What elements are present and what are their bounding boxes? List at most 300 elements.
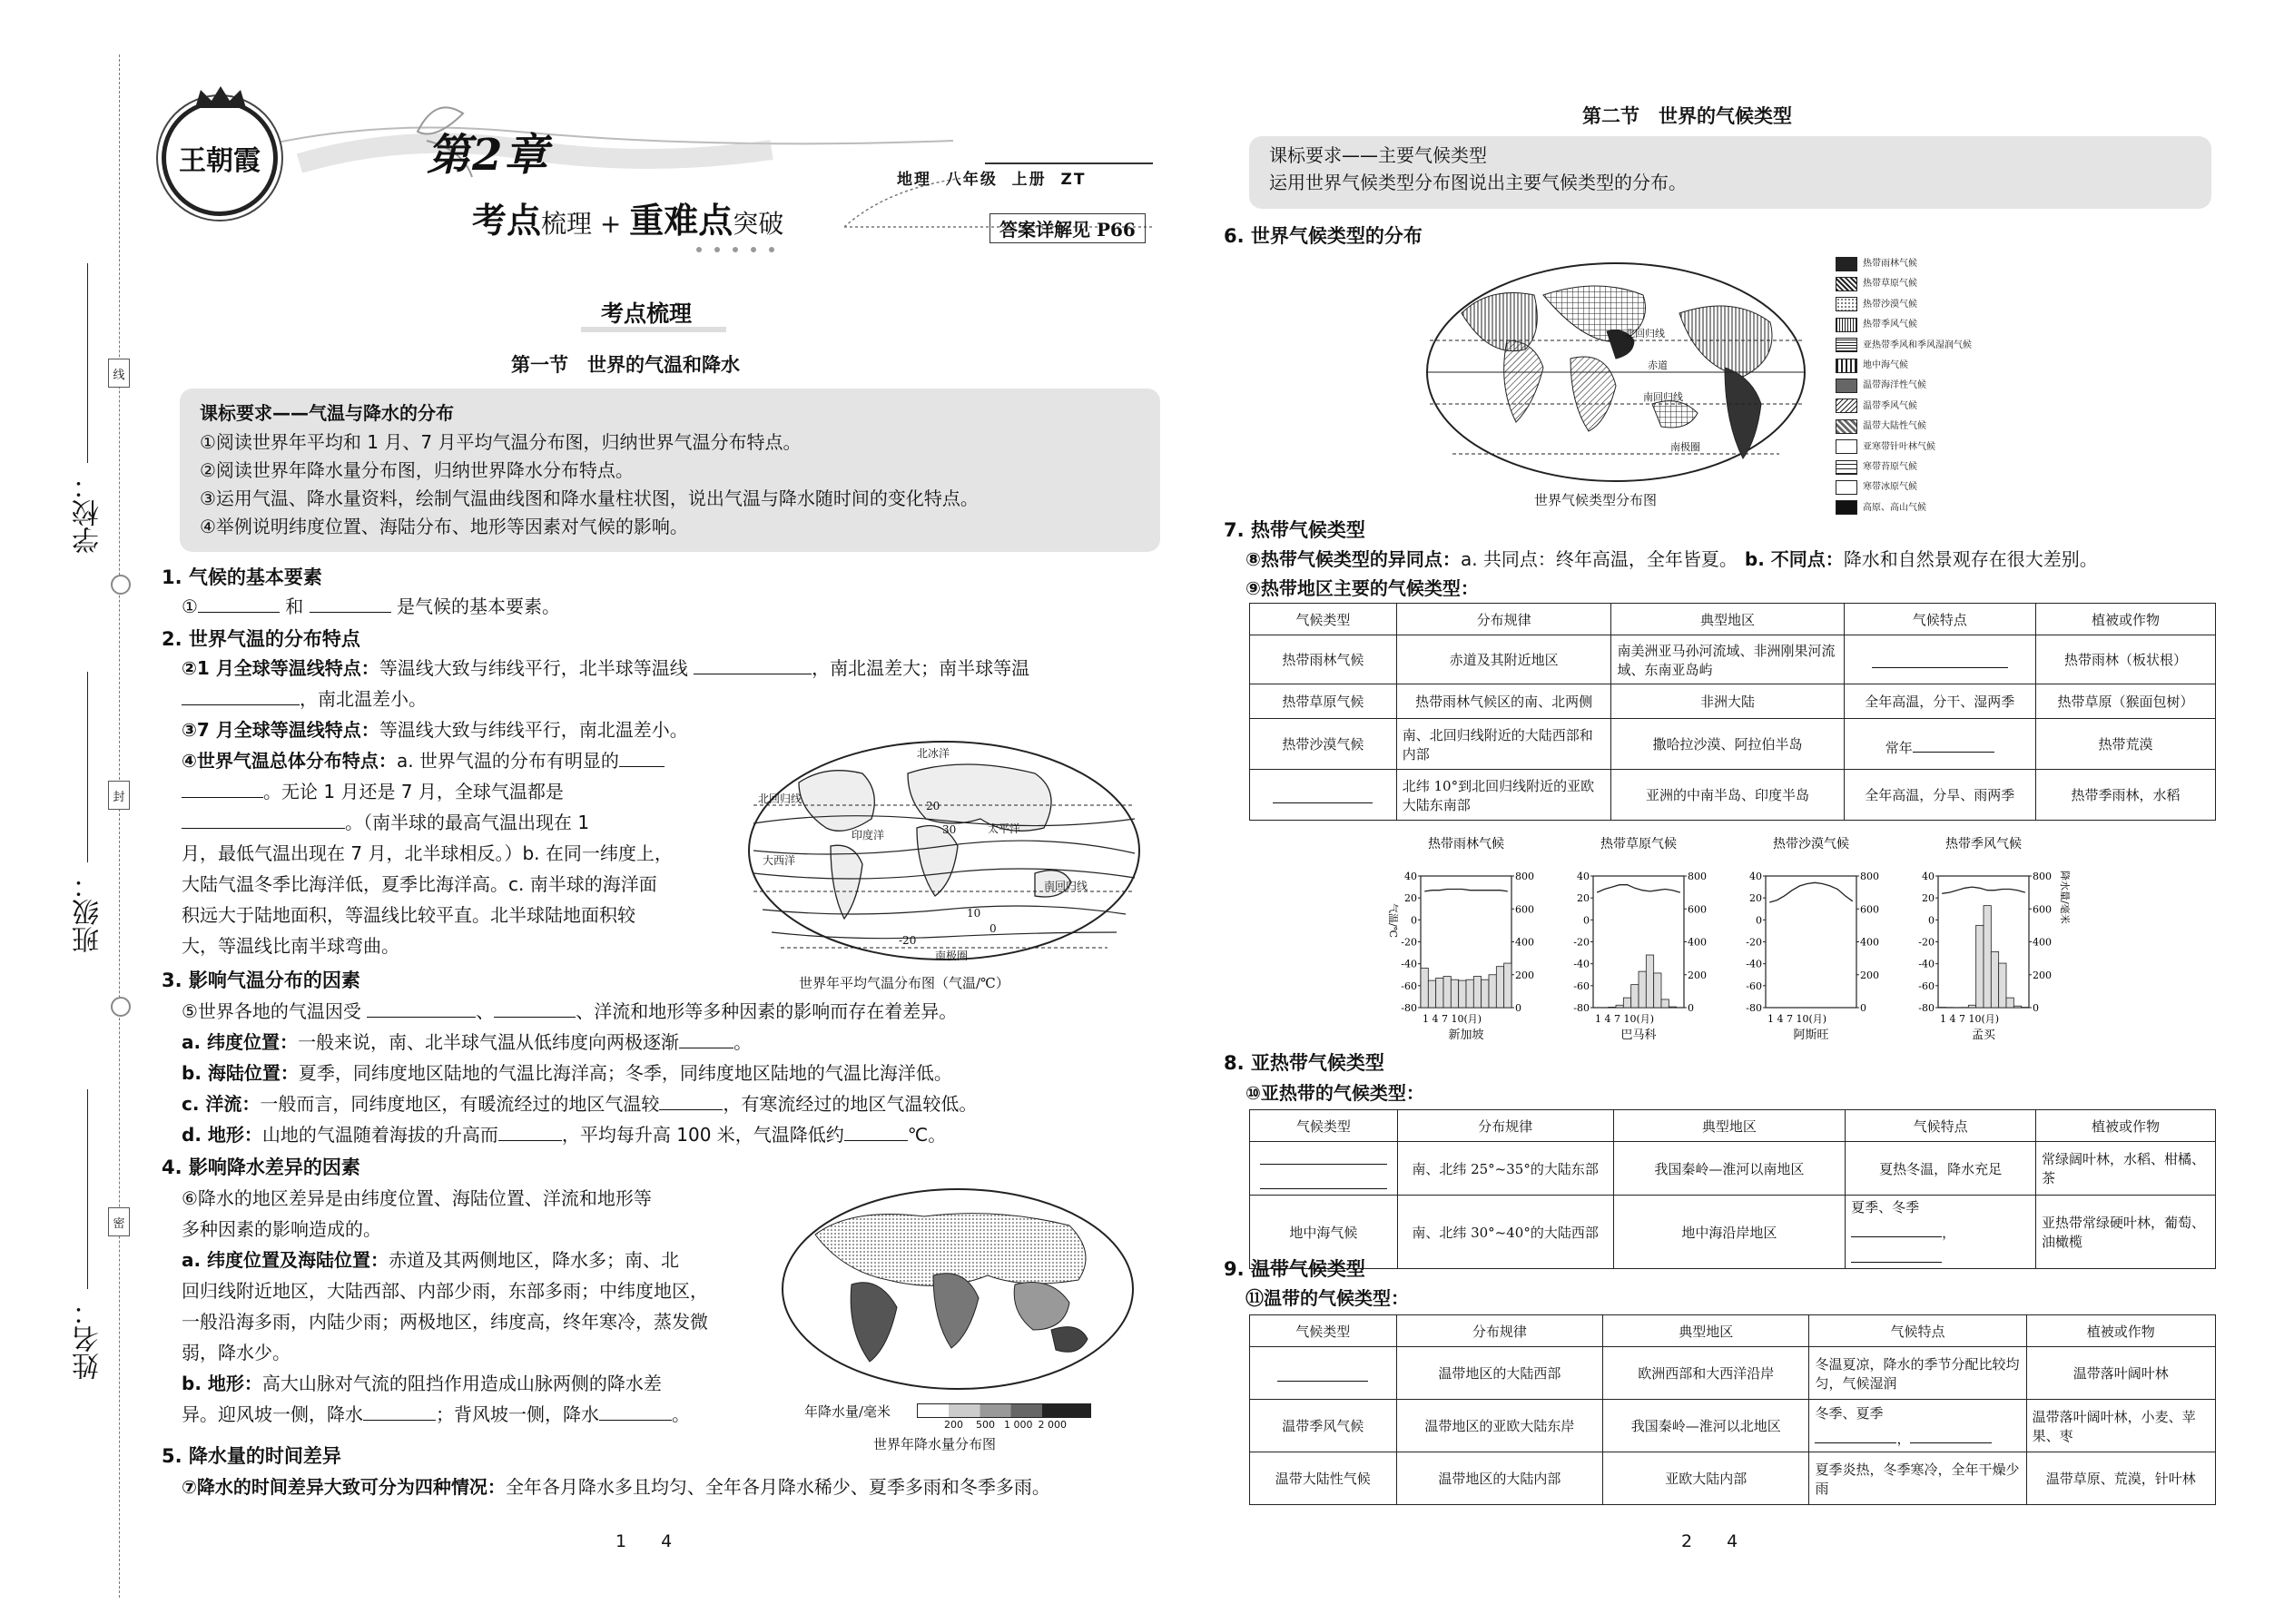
table-row <box>1250 635 2216 684</box>
table-cell: 非洲大陆 <box>1611 684 1844 719</box>
table-header: 分布规律 <box>1397 1110 1613 1142</box>
table-cell: 地中海沿岸地区 <box>1613 1196 1846 1269</box>
table-cell: 全年高温，分旱、雨两季 <box>1844 770 2035 821</box>
q7-line: ⑧热带气候类型的异同点：a. 共同点：终年高温，全年皆夏。 b. 不同点：降水和自然景观存在很大差别。 <box>1245 548 2098 570</box>
table-cell: 热带草原（猴面包树） <box>2035 684 2215 719</box>
precipitation-bar <box>1473 977 1481 1008</box>
q2-line: ③7 月全球等温线特点：等温线大致与纬线平行，南北温差小。 <box>182 719 688 741</box>
precipitation-bar <box>1968 1005 1975 1008</box>
chart-tick-label: 200 <box>1688 969 1707 981</box>
binding-mark-seal: 封 <box>108 781 130 810</box>
q4-line: 回归线附近地区，大陆西部、内部少雨，东部多雨；中纬度地区， <box>182 1280 708 1302</box>
answer-blank[interactable] <box>1913 732 1994 753</box>
chart-y-axis-label: 气温/℃ <box>1387 903 1399 939</box>
precipitation-bar <box>1631 985 1639 1008</box>
q5-title: 5. 降水量的时间差异 <box>162 1445 341 1467</box>
header-subtitle: 考点梳理 + 重难点突破 <box>472 200 784 241</box>
chart-tick-label: -60 <box>1401 979 1417 992</box>
chart-tick-label: -80 <box>1746 1002 1762 1014</box>
legend-item: 热带草原气候 <box>1836 274 2017 294</box>
temperature-map-caption: 世界年平均气温分布图（气温/℃） <box>799 975 1009 991</box>
class-field-label: 班级： <box>73 871 104 953</box>
chart-title: 热带草原气候 <box>1600 837 1677 851</box>
class-field-line[interactable] <box>87 672 88 862</box>
precipitation-bar <box>1984 906 1991 1008</box>
climate-charts <box>1380 835 2070 1062</box>
chart-tick-label: -60 <box>1573 979 1590 992</box>
table-header: 分布规律 <box>1396 604 1611 635</box>
table-cell: 温带地区的大陆西部 <box>1396 1347 1602 1400</box>
chart-tick-label: -60 <box>1746 979 1762 992</box>
crown-icon <box>193 84 248 110</box>
chart-tick-label: -20 <box>1918 936 1935 949</box>
precipitation-bar <box>1459 980 1466 1008</box>
q2-line: 积远大于陆地面积，等温线比较平直。北半球陆地面积较 <box>182 904 635 926</box>
table-cell: 南、北纬 30°~40°的大陆西部 <box>1397 1196 1613 1269</box>
name-field-label: 姓名： <box>73 1298 104 1380</box>
table-cell: 温带地区的亚欧大陆东岸 <box>1396 1400 1602 1452</box>
answer-blank[interactable] <box>679 1028 733 1048</box>
legend-item: 亚寒带针叶林气候 <box>1836 438 2017 458</box>
table-cell[interactable] <box>1844 635 2035 684</box>
table-header: 植被或作物 <box>2035 604 2215 635</box>
q2-line: ④世界气温总体分布特点：a. 世界气温的分布有明显的 <box>182 746 665 775</box>
curriculum-item: ②阅读世界年降水量分布图，归纳世界降水分布特点。 <box>200 459 634 481</box>
chart-city-label: 阿斯旺 <box>1793 1029 1829 1042</box>
punch-hole <box>111 997 131 1017</box>
climate-charts-figure <box>1380 835 2070 1062</box>
precipitation-bar <box>1654 973 1661 1008</box>
q2-line: 。无论 1 月还是 7 月，全球气温都是 <box>182 777 564 806</box>
q4-line: 多种因素的影响造成的。 <box>182 1218 381 1240</box>
chart-tick-label: 20 <box>1749 892 1762 905</box>
chart-tick-label: 0 <box>1860 1002 1866 1014</box>
name-field-line[interactable] <box>87 1089 88 1289</box>
chart-title: 热带沙漠气候 <box>1773 837 1849 851</box>
table-row <box>1250 1196 2216 1269</box>
chart-x-ticks: 1 4 7 10(月) <box>1595 1013 1655 1025</box>
q2-line: 大陆气温冬季比海洋低，夏季比海洋高。c. 南半球的海洋面 <box>182 873 657 895</box>
map-line-label: 南回归线 <box>1643 391 1683 403</box>
q5-line: ⑦降水的时间差异大致可分为四种情况：全年各月降水多且均匀、全年各月降水稀少、夏季多雨和冬季多雨。 <box>182 1476 1050 1498</box>
map-label: 10 <box>967 907 981 920</box>
table-row <box>1250 1400 2216 1452</box>
climate-legend <box>1836 254 2017 518</box>
legend-item: 温带季风气候 <box>1836 397 2017 417</box>
q2-line: 大，等温线比南半球弯曲。 <box>182 935 399 957</box>
q4-line: b. 地形：高大山脉对气流的阻挡作用造成山脉两侧的降水差 <box>182 1373 662 1394</box>
section-title: 考点梳理 <box>601 300 693 327</box>
q6-title: 6. 世界气候类型的分布 <box>1224 225 1423 247</box>
subtropical-climate-table <box>1249 1109 2216 1269</box>
precipitation-legend-ticks: 200 500 1 000 2 000 <box>944 1419 1067 1431</box>
map-label: 大西洋 <box>763 854 796 867</box>
precipitation-bar <box>1451 979 1458 1008</box>
chart-y2-axis-label: 降水量/毫米 <box>2059 871 2070 924</box>
chart-tick-label: 40 <box>1749 871 1762 882</box>
precipitation-map-figure <box>779 1185 1137 1393</box>
map-label: 南回归线 <box>1044 880 1088 892</box>
precipitation-map-caption: 世界年降水量分布图 <box>873 1436 997 1452</box>
chart-tick-label: 400 <box>1860 936 1879 949</box>
table-header: 气候类型 <box>1250 1110 1398 1142</box>
q1-line: ① 和 是气候的基本要素。 <box>182 592 560 621</box>
table-cell: 热带草原气候 <box>1250 684 1397 719</box>
chapter-title: 第2章 <box>427 130 550 181</box>
chart-tick-label: -40 <box>1401 958 1417 970</box>
q4-title: 4. 影响降水差异的因素 <box>162 1156 360 1178</box>
chart-tick-label: 0 <box>1583 914 1590 927</box>
chart-tick-label: 0 <box>1928 914 1935 927</box>
answer-blank[interactable] <box>494 997 576 1018</box>
temperature-line <box>1597 885 1680 892</box>
answer-blank[interactable] <box>659 1089 723 1110</box>
map-label: 0 <box>989 922 997 935</box>
chart-tick-label: 800 <box>2033 871 2052 882</box>
chart-tick-label: 200 <box>2033 969 2052 981</box>
chart-tick-label: 800 <box>1515 871 1534 882</box>
right-curriculum-box <box>1249 136 2211 209</box>
legend-item: 寒带冰原气候 <box>1836 477 2017 497</box>
table-cell: 全年高温，分干、湿两季 <box>1844 684 2035 719</box>
map-label: 南极圈 <box>935 950 969 962</box>
page-number-right: 2 4 <box>1681 1531 1738 1551</box>
answer-blank[interactable] <box>363 1400 436 1421</box>
table-cell: 我国秦岭—淮河以北地区 <box>1603 1400 1809 1452</box>
precipitation-map <box>779 1185 1137 1393</box>
temperature-map <box>744 737 1144 964</box>
table-cell: 亚欧大陆内部 <box>1603 1452 1809 1505</box>
right-subsection-title: 第二节 世界的气候类型 <box>1582 105 1792 127</box>
precipitation-bar <box>1436 978 1443 1008</box>
book-meta: 地理 八年级 上册 ZT <box>897 171 1087 189</box>
chart-tick-label: 20 <box>1922 892 1935 905</box>
answer-blank[interactable] <box>182 808 345 829</box>
chart-tick-label: 0 <box>1756 914 1762 927</box>
map-line-label: 赤道 <box>1648 359 1668 371</box>
answer-blank[interactable] <box>182 684 300 705</box>
answer-blank[interactable] <box>1872 647 2008 668</box>
curriculum-box <box>180 389 1160 552</box>
table-cell: 温带草原、荒漠，针叶林 <box>2026 1452 2215 1505</box>
answer-blank[interactable] <box>182 777 263 798</box>
chart-tick-label: 600 <box>1860 903 1879 916</box>
legend-item: 热带季风气候 <box>1836 315 2017 335</box>
precipitation-bar <box>1976 925 1984 1008</box>
temperature-map-figure <box>744 737 1144 964</box>
school-field-line[interactable] <box>87 263 88 463</box>
precipitation-bar <box>1669 1007 1676 1008</box>
precipitation-bar <box>1496 967 1503 1008</box>
binding-mark-line: 线 <box>108 359 130 388</box>
chart-tick-label: 400 <box>1515 936 1534 949</box>
table-header: 典型地区 <box>1611 604 1844 635</box>
q3-line: a. 纬度位置：一般来说，南、北半球气温从低纬度向两极逐渐 。 <box>182 1028 752 1057</box>
answer-blank[interactable] <box>1815 1422 1896 1443</box>
chart-x-ticks: 1 4 7 10(月) <box>1423 1013 1482 1025</box>
chart-tick-label: -40 <box>1573 958 1590 970</box>
table-cell: 热带雨林气候 <box>1250 635 1397 684</box>
q7-title: 7. 热带气候类型 <box>1224 519 1365 541</box>
chart-city-label: 孟买 <box>1971 1029 1996 1042</box>
chart-tick-label: 600 <box>1688 903 1707 916</box>
q1-title: 1. 气候的基本要素 <box>162 566 322 588</box>
q3-line: d. 地形：山地的气温随着海拔的升高而 ，平均每升高 100 米，气温降低约 ℃。 <box>182 1120 946 1149</box>
map-label: 印度洋 <box>852 829 885 842</box>
answer-blank[interactable] <box>310 592 391 613</box>
precipitation-bar <box>1639 971 1646 1008</box>
curriculum-item: ①阅读世界年平均和 1 月、7 月平均气温分布图，归纳世界气温分布特点。 <box>200 431 802 453</box>
legend-item: 亚热带季风和季风湿润气候 <box>1836 336 2017 356</box>
binding-line <box>119 54 120 1598</box>
legend-item: 热带雨林气候 <box>1836 254 2017 274</box>
chart-tick-label: 40 <box>1577 871 1590 882</box>
table-cell: 温带大陆性气候 <box>1250 1452 1397 1505</box>
table-cell: 温带落叶阔叶林 <box>2026 1347 2215 1400</box>
table-cell: 夏季炎热，冬季寒冷，全年干燥少雨 <box>1809 1452 2026 1505</box>
precipitation-bar <box>1443 977 1451 1008</box>
chart-city-label: 巴马科 <box>1620 1029 1657 1042</box>
q2-line: ，南北温差小。 <box>182 684 427 714</box>
answer-blank[interactable] <box>1260 1144 1387 1165</box>
precipitation-bar <box>1616 1005 1623 1008</box>
table-cell[interactable]: 夏季、冬季 ， <box>1846 1196 2036 1269</box>
chart-tick-label: 600 <box>2033 903 2052 916</box>
answer-reference: 答案详解见 P66 <box>989 213 1146 243</box>
answer-blank[interactable] <box>1277 1361 1368 1382</box>
chart-tick-label: 0 <box>1411 914 1417 927</box>
table-cell: 南美洲亚马孙河流域、非洲刚果河流域、东南亚岛屿 <box>1611 635 1844 684</box>
answer-blank[interactable] <box>198 592 280 613</box>
table-cell: 亚热带常绿硬叶林，葡萄、油橄榄 <box>2036 1196 2216 1269</box>
curriculum-item: ④举例说明纬度位置、海陆分布、地形等因素对气候的影响。 <box>200 516 688 537</box>
binding-mark-secret: 密 <box>108 1207 130 1236</box>
q8-title: 8. 亚热带气候类型 <box>1224 1052 1384 1074</box>
answer-blank[interactable] <box>498 1120 562 1141</box>
climate-map-caption: 世界气候类型分布图 <box>1534 492 1658 508</box>
temperate-climate-table <box>1249 1314 2216 1505</box>
chart-tick-label: 400 <box>2033 936 2052 949</box>
chart-tick-label: 400 <box>1688 936 1707 949</box>
map-label: -20 <box>899 934 917 947</box>
chart-tick-label: 600 <box>1515 903 1534 916</box>
chart-tick-label: -20 <box>1573 936 1590 949</box>
chart-frame <box>1766 876 1856 1008</box>
q9-title: 9. 温带气候类型 <box>1224 1258 1365 1280</box>
precipitation-bar <box>1504 963 1511 1008</box>
tropical-climate-table <box>1249 603 2216 821</box>
table-cell[interactable]: 冬季、夏季 ， <box>1809 1400 2026 1452</box>
q2-line: 。（南半球的最高气温出现在 1 <box>182 808 589 837</box>
school-field-label: 学校： <box>73 472 104 554</box>
precipitation-bar <box>2006 998 2013 1008</box>
precipitation-bar <box>1991 951 1998 1008</box>
q4-line: 一般沿海多雨，内陆少雨；两极地区，纬度高，终年寒冷，蒸发微 <box>182 1311 708 1333</box>
q3-line: b. 海陆位置：夏季，同纬度地区陆地的气温比海洋高；冬季，同纬度地区陆地的气温比海洋低。 <box>182 1062 952 1084</box>
brand-logo: 王朝霞 <box>162 100 278 216</box>
temperature-line <box>1424 890 1508 891</box>
table-cell[interactable] <box>1250 1142 1398 1196</box>
answer-blank[interactable] <box>367 997 476 1018</box>
map-label: 太平洋 <box>988 822 1021 835</box>
table-cell: 冬温夏凉，降水的季节分配比较均匀，气候湿润 <box>1809 1347 2026 1400</box>
table-row <box>1250 684 2216 719</box>
table-row <box>1250 719 2216 770</box>
table-header: 植被或作物 <box>2036 1110 2216 1142</box>
table-header: 典型地区 <box>1613 1110 1846 1142</box>
table-cell: 南、北回归线附近的大陆西部和内部 <box>1396 719 1611 770</box>
precipitation-bar <box>1609 1007 1616 1008</box>
precipitation-legend-title: 年降水量/毫米 <box>804 1403 891 1420</box>
map-label: 北冰洋 <box>917 747 950 760</box>
temperature-line <box>1942 887 2025 893</box>
precipitation-bar <box>1482 979 1489 1008</box>
table-cell: 热带雨林气候区的南、北两侧 <box>1396 684 1611 719</box>
answer-blank[interactable] <box>1851 1216 1942 1237</box>
table-cell[interactable]: 常年 <box>1844 719 2035 770</box>
table-header: 气候特点 <box>1844 604 2035 635</box>
precipitation-bar <box>1428 980 1435 1008</box>
legend-item: 温带大陆性气候 <box>1836 417 2017 437</box>
precipitation-bar <box>1466 979 1473 1008</box>
map-label: 20 <box>926 800 940 812</box>
table-header: 植被或作物 <box>2026 1315 2215 1347</box>
table-cell[interactable] <box>1250 1347 1397 1400</box>
precipitation-bar <box>2013 1006 2021 1008</box>
chart-tick-label: 40 <box>1922 871 1935 882</box>
q3-line: ⑤世界各地的气温因受 、 、洋流和地形等多种因素的影响而存在着差异。 <box>182 997 957 1026</box>
table-cell: 撒哈拉沙漠、阿拉伯半岛 <box>1611 719 1844 770</box>
table-cell: 南、北纬 25°~35°的大陆东部 <box>1397 1142 1613 1196</box>
q4-line: 异。迎风坡一侧，降水 ；背风坡一侧，降水 。 <box>182 1400 690 1429</box>
chart-tick-label: -80 <box>1401 1002 1417 1014</box>
chart-tick-label: -20 <box>1401 936 1417 949</box>
q7-line: ⑨热带地区主要的气候类型： <box>1245 577 1479 599</box>
table-cell: 温带落叶阔叶林，小麦、苹果、枣 <box>2026 1400 2215 1452</box>
legend-item: 温带海洋性气候 <box>1836 376 2017 396</box>
answer-blank[interactable] <box>619 746 665 767</box>
q9-line: ⑪温带的气候类型： <box>1245 1287 1409 1309</box>
q3-line: c. 洋流：一般而言，同纬度地区，有暖流经过的地区气温较 ，有寒流经过的地区气温较低。 <box>182 1089 977 1118</box>
precipitation-bar <box>1661 999 1669 1008</box>
table-cell: 热带沙漠气候 <box>1250 719 1397 770</box>
chart-tick-label: -40 <box>1746 958 1762 970</box>
precipitation-legend-bar <box>917 1403 1091 1418</box>
curriculum-item: 运用世界气候类型分布图说出主要气候类型的分布。 <box>1269 172 1687 193</box>
chart-tick-label: 0 <box>2033 1002 2039 1014</box>
table-cell: 温带季风气候 <box>1250 1400 1397 1452</box>
punch-hole <box>111 575 131 595</box>
table-cell: 地中海气候 <box>1250 1196 1398 1269</box>
table-cell: 赤道及其附近地区 <box>1396 635 1611 684</box>
answer-blank[interactable] <box>1910 1422 1992 1443</box>
chart-tick-label: 800 <box>1860 871 1879 882</box>
precipitation-bar <box>1489 975 1496 1008</box>
q4-line: a. 纬度位置及海陆位置：赤道及其两侧地区，降水多；南、北 <box>182 1249 680 1271</box>
table-cell: 我国秦岭—淮河以南地区 <box>1613 1142 1846 1196</box>
table-cell: 夏热冬温，降水充足 <box>1846 1142 2036 1196</box>
table-header: 气候类型 <box>1250 1315 1397 1347</box>
precipitation-bar <box>1646 955 1653 1008</box>
chart-tick-label: -40 <box>1918 958 1935 970</box>
table-cell: 热带季雨林，水稻 <box>2035 770 2215 821</box>
answer-blank[interactable] <box>599 1400 672 1421</box>
table-header: 气候类型 <box>1250 604 1397 635</box>
precipitation-bar <box>1623 998 1630 1008</box>
table-header: 气候特点 <box>1809 1315 2026 1347</box>
chart-tick-label: -80 <box>1918 1002 1935 1014</box>
chart-x-ticks: 1 4 7 10(月) <box>1767 1013 1827 1025</box>
legend-item: 寒带苔原气候 <box>1836 458 2017 477</box>
table-row <box>1250 1452 2216 1505</box>
q2-title: 2. 世界气温的分布特点 <box>162 628 360 650</box>
curriculum-item: ③运用气温、降水量资料，绘制气温曲线图和降水量柱状图，说出气温与降水随时间的变化特点。 <box>200 487 979 509</box>
chart-tick-label: 0 <box>1688 1002 1694 1014</box>
table-row <box>1250 1142 2216 1196</box>
table-cell: 热带雨林（板状根） <box>2035 635 2215 684</box>
q4-line: 弱，降水少。 <box>182 1342 290 1363</box>
chart-tick-label: 40 <box>1404 871 1417 882</box>
chart-tick-label: 0 <box>1515 1002 1521 1014</box>
precipitation-bar <box>1999 963 2006 1008</box>
map-label: 30 <box>942 823 957 836</box>
chart-tick-label: -60 <box>1918 979 1935 992</box>
table-row <box>1250 770 2216 821</box>
table-header: 气候特点 <box>1846 1110 2036 1142</box>
answer-blank[interactable] <box>1260 1168 1387 1189</box>
table-cell: 热带荒漠 <box>2035 719 2215 770</box>
table-row <box>1250 1347 2216 1400</box>
answer-blank[interactable] <box>694 654 812 674</box>
chart-title: 热带季风气候 <box>1945 837 2022 851</box>
section-title-underline <box>581 327 726 332</box>
legend-item: 高原、高山气候 <box>1836 498 2017 518</box>
answer-blank[interactable] <box>1273 782 1373 803</box>
chart-tick-label: -20 <box>1746 936 1762 949</box>
chart-title: 热带雨林气候 <box>1428 837 1504 851</box>
table-cell: 温带地区的大陆内部 <box>1396 1452 1602 1505</box>
q3-title: 3. 影响气温分布的因素 <box>162 969 360 991</box>
map-line-label: 北回归线 <box>1625 328 1665 340</box>
chart-tick-label: 200 <box>1860 969 1879 981</box>
q2-line: ②1 月全球等温线特点：等温线大致与纬线平行，北半球等温线 ，南北温差大；南半球等温 <box>182 654 1029 683</box>
table-cell: 欧洲西部和大西洋沿岸 <box>1603 1347 1809 1400</box>
page-number-left: 1 4 <box>615 1531 673 1551</box>
map-label: 北回归线 <box>758 792 802 805</box>
curriculum-title: 课标要求——气温与降水的分布 <box>200 402 454 424</box>
table-cell: 北纬 10°到北回归线附近的亚欧大陆东南部 <box>1396 770 1611 821</box>
chart-tick-label: 200 <box>1515 969 1534 981</box>
q2-line: 月，最低气温出现在 7 月，北半球相反。）b. 在同一纬度上， <box>182 842 673 864</box>
q4-line: ⑥降水的地区差异是由纬度位置、海陆位置、洋流和地形等 <box>182 1187 652 1209</box>
temperature-line <box>1769 882 1853 902</box>
table-header: 典型地区 <box>1603 1315 1809 1347</box>
curriculum-title: 课标要求——主要气候类型 <box>1269 144 1487 166</box>
chart-tick-label: 20 <box>1404 892 1417 905</box>
answer-blank[interactable] <box>844 1120 908 1141</box>
chart-tick-label: 20 <box>1577 892 1590 905</box>
climate-map-figure <box>1425 259 1807 486</box>
table-header: 分布规律 <box>1396 1315 1602 1347</box>
map-line-label: 南极圈 <box>1670 441 1700 453</box>
legend-item: 地中海气候 <box>1836 356 2017 376</box>
climate-map <box>1425 259 1807 486</box>
answer-blank[interactable] <box>1851 1242 1942 1263</box>
table-cell: 亚洲的中南半岛、印度半岛 <box>1611 770 1844 821</box>
legend-item: 热带沙漠气候 <box>1836 295 2017 315</box>
chart-city-label: 新加坡 <box>1448 1029 1484 1042</box>
table-cell[interactable] <box>1250 770 1397 821</box>
